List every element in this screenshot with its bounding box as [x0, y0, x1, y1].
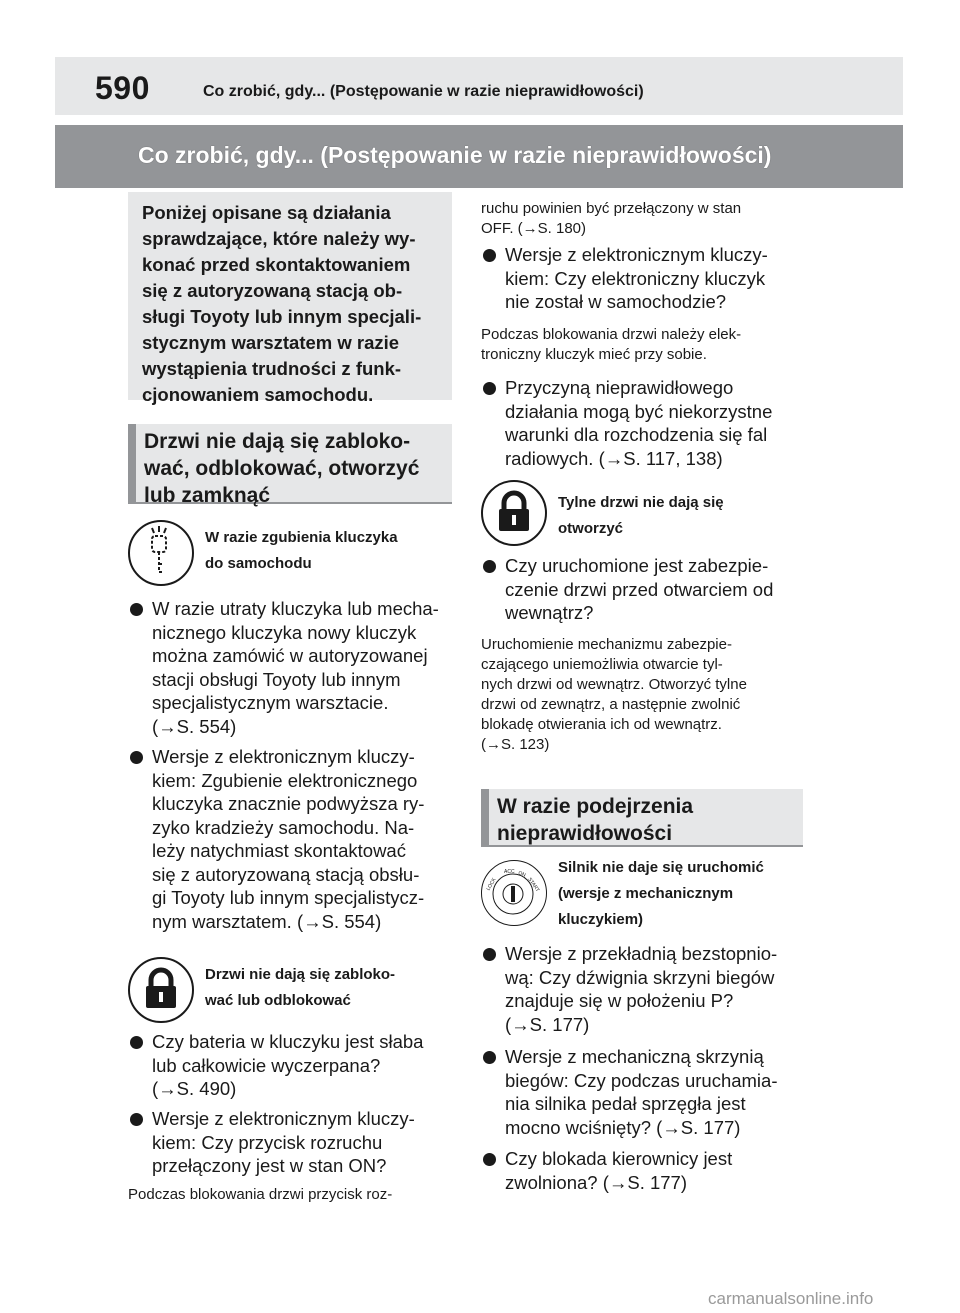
list-item: Wersje z elektronicznym kluczy- kiem: Czy przycisk rozruchu przełączony jest w stan ON?: [130, 1107, 460, 1178]
svg-text:ON: ON: [517, 870, 527, 879]
bullet-dot: [483, 948, 496, 961]
bullet-dot: [130, 603, 143, 616]
page-number: 590: [95, 70, 150, 106]
list-item: Czy bateria w kluczyku jest słaba lub całkowicie wyczerpana? (→S. 490): [130, 1030, 460, 1101]
heading-malfunction: [481, 789, 803, 847]
bullet-dot: [483, 560, 496, 573]
section-title: Co zrobić, gdy... (Postępowanie w razie nieprawidłowości): [138, 142, 772, 168]
bullet-dot: [483, 1153, 496, 1166]
list-item: Wersje z przekładnią bezstopnio- wą: Czy dźwignia skrzyni biegów znajduje się w położeniu P? (→S. 177): [483, 942, 813, 1036]
ignition-switch-icon: [481, 860, 547, 926]
note-text: ruchu powinien być przełączony w stan OFF. (→S. 180): [481, 200, 742, 237]
sub-label-rear-door: Tylne drzwi nie dają się otworzyć: [558, 494, 724, 537]
list-item: Wersje z mechaniczną skrzynią biegów: Czy podczas uruchamia- nia silnika pedał sprzęgła jest mocno wciśnięty? (→S. 177): [483, 1045, 813, 1139]
heading-malfunction-text: W razie podejrzenia nieprawidłowości: [497, 795, 694, 845]
intro-box: [128, 192, 452, 405]
heading-doors: [128, 424, 452, 507]
list-item: Wersje z elektronicznym kluczy- kiem: Zgubienie elektronicznego kluczyka znacznie podwyższa ry- zyko kradzieży samochodu. Na- leży natychmiast skontaktować się z autoryzowaną stacją obsłu- gi Toyoty lub innym specjalistycz- nym warsztatem. (→S. 554): [130, 745, 460, 933]
sub-label-engine-start: Silnik nie daje się uruchomić (wersje z mechanicznym kluczykiem): [558, 859, 764, 928]
watermark: carmanualsonline.info: [708, 1289, 874, 1308]
note-text: Podczas blokowania drzwi przycisk roz-: [128, 1186, 393, 1203]
bullet-dot: [483, 249, 496, 262]
padlock-icon: [481, 480, 547, 546]
list-item: W razie utraty kluczyka lub mecha- nicznego kluczyka nowy kluczyk można zamówić w autoryzowanej stacji obsługi Toyoty lub innym specjalistycznym warsztacie. (→S. 554): [130, 597, 460, 738]
key-icon: [128, 520, 194, 586]
svg-text:ACC: ACC: [504, 869, 515, 875]
list-item: Czy blokada kierownicy jest zwolniona? (→S. 177): [483, 1147, 813, 1194]
note-text: Uruchomienie mechanizmu zabezpie- czającego uniemożliwia otwarcie tyl- nych drzwi od wewnątrz. Otworzyć tylne drzwi od zewnątrz, a następnie zwolnić blokadę otwierania ich od wewnątrz. (→S. 123): [481, 636, 747, 753]
bullet-dot: [130, 751, 143, 764]
svg-text:START: START: [526, 876, 541, 894]
list-item: Przyczyną nieprawidłowego działania mogą być niekorzystne warunki dla rozchodzenia się fal radiowych. (→S. 117, 138): [483, 376, 813, 470]
list-item: Wersje z elektronicznym kluczy- kiem: Czy elektroniczny kluczyk nie został w samochodzie?: [483, 243, 813, 314]
note-text: Podczas blokowania drzwi należy elek- troniczny kluczyk mieć przy sobie.: [481, 326, 742, 363]
bullet-dot: [483, 1051, 496, 1064]
bullet-dot: [130, 1036, 143, 1049]
list-item: Czy uruchomione jest zabezpie- czenie drzwi przed otwarciem od wewnątrz?: [483, 554, 813, 625]
svg-text:LOCK: LOCK: [485, 876, 498, 892]
intro-text: Poniżej opisane są działania sprawdzające, które należy wy- konać przed skontaktowaniem się z autoryzowaną stacją ob- sługi Toyoty lub innym specjali- stycznym warsztatem w razie wystąpienia trudności z funk- cjonowaniem samochodu.: [142, 202, 422, 405]
padlock-icon: [128, 957, 194, 1023]
bullet-dot: [130, 1113, 143, 1126]
running-header-title: Co zrobić, gdy... (Postępowanie w razie nieprawidłowości): [203, 83, 644, 100]
heading-doors-text: Drzwi nie dają się zabloko- wać, odblokować, otworzyć lub zamknąć: [144, 430, 420, 507]
sub-label-doors-lock: Drzwi nie dają się zabloko- wać lub odblokować: [205, 966, 396, 1009]
sub-label-lost-key: W razie zgubienia kluczyka do samochodu: [205, 529, 398, 572]
bullet-dot: [483, 382, 496, 395]
